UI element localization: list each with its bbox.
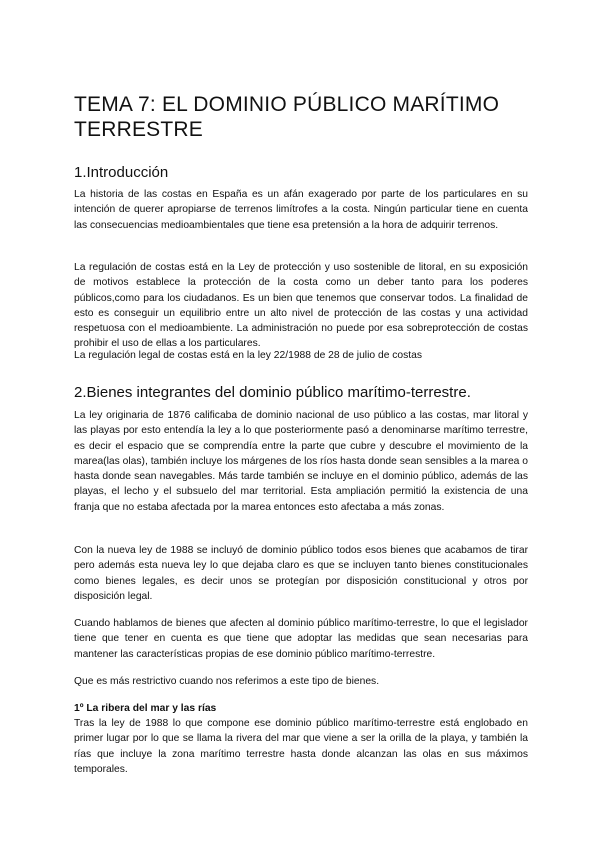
paragraph: Tras la ley de 1988 lo que compone ese dominio público marítimo-terrestre está englobado en primer lugar por lo que se llama la rivera del mar que viene a ser la orilla de la playa, y también la rías que incluye la zona marítimo terrestre hasta donde alcanzan las olas en sus máximos temporales.: [74, 718, 528, 775]
section-heading-introduccion: 1.Introducción: [74, 164, 169, 181]
paragraph: La historia de las costas en España es un afán exagerado por parte de los particulares en su intención de querer apropiarse de terrenos limítrofes a la costa. Ningún particular tiene en cuenta las consecuencias medioambientales que tiene esa pretensión a la hora de adquirir terrenos.: [74, 189, 528, 231]
section-heading-bienes-integrantes: 2.Bienes integrantes del dominio público marítimo-terrestre.: [74, 384, 471, 401]
paragraph: La regulación de costas está en la Ley de protección y uso sostenible de litoral, en su exposición de motivos establece la protección de la costa como un deber tanto para los poderes públicos,como para los ciudadanos. Es un bien que tenemos que conservar todos. La finalidad de esto es conseguir un equilibrio entre un alto nivel de protección de las costas y una actividad respetuosa con el medioambiente. La administración no puede por esa sobreprotección de costas prohibir el uso de ellas a los particulares.: [74, 262, 528, 350]
page-title: TEMA 7: EL DOMINIO PÚBLICO MARÍTIMO TERRESTRE: [74, 93, 500, 141]
paragraph: La ley originaria de 1876 calificaba de dominio nacional de uso público a las costas, mar litoral y las playas por esto entendía la ley a lo que posteriormente pasó a denominarse marítimo terrestre, es decir el espacio que se comprendía entre la parte que cubre y descubre el movimiento de la marea(las olas), también incluye los márgenes de los ríos hasta donde sean sensibles a la marea o hasta donde sean navegables. Más tarde también se incluye en el dominio público, además de las playas, el lecho y el subsuelo del mar territorial. Esta ampliación permitió la existencia de una franja que no estaba afectada por la marea entonces esto afectaba a más zonas.: [74, 410, 528, 513]
paragraph: Que es más restrictivo cuando nos referimos a este tipo de bienes.: [74, 676, 380, 687]
subsection-heading-ribera: 1º La ribera del mar y las rías: [74, 703, 217, 714]
paragraph: Con la nueva ley de 1988 se incluyó de dominio público todos esos bienes que acabamos de tirar pero además esta nueva ley lo que dejaba claro es que se incluyen tanto bienes constitucionales como bienes legales, es decir unos se protegían por disposición constitucional y otros por disposición legal.: [74, 545, 528, 602]
paragraph: La regulación legal de costas está en la ley 22/1988 de 28 de julio de costas: [74, 350, 423, 361]
paragraph: Cuando hablamos de bienes que afecten al dominio público marítimo-terrestre, lo que el legislador tiene que tener en cuenta es que tiene que adoptar las medidas que sean necesarias para mantener las características propias de ese dominio público marítimo-terrestre.: [74, 618, 528, 660]
